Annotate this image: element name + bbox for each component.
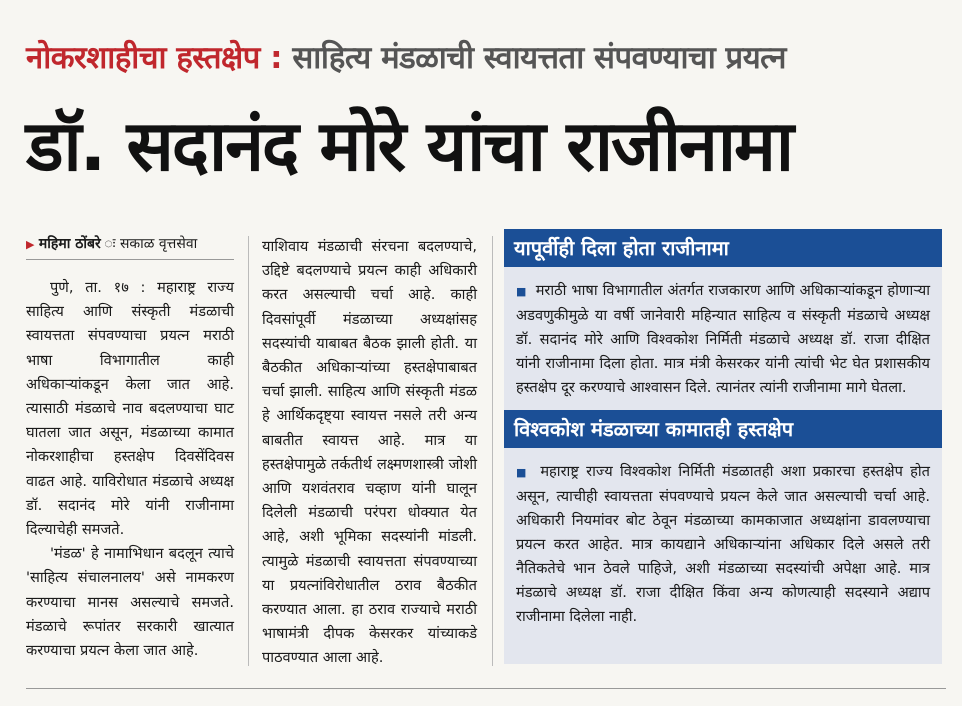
column-divider-2: [492, 236, 493, 666]
byline-arrow-icon: ▶: [26, 238, 35, 251]
box-heading-1: यापूर्वीही दिला होता राजीनामा: [504, 229, 942, 267]
kicker-line: [26, 36, 946, 78]
box-heading-2: विश्वकोश मंडळाच्या कामातही हस्तक्षेप: [504, 410, 942, 448]
box-text-1: मराठी भाषा विभागातील अंतर्गत राजकारण आणि अधिकाऱ्यांकडून होणाऱ्या अडवणुकीमुळे या वर्षी जानेवारी महिन्यात साहित्य व संस्कृती मंडळाचे अध्यक्ष डॉ. सदानंद मोरे आणि विश्वकोश निर्मिती मंडळाचे अध्यक्ष डॉ. राजा दीक्षित यांनी राजीनामा दिला होता. मात्र मंत्री केसरकर यांनी त्यांची भेट घेत प्रशासकीय हस्तक्षेप दूर करण्याचे आश्वासन दिले. त्यानंतर त्यांनी राजीनामा मागे घेतला.: [516, 282, 931, 396]
column1-paragraph-2: 'मंडळ' हे नामाभिधान बदलून त्याचे 'साहित्य संचालनालय' असे नामकरण करण्याचा मानस असल्याचे समजते. मंडळाचे रूपांतर सरकारी खात्यात करण्याचा प्रयत्न केला जात आहे.: [26, 545, 234, 660]
kicker-red: नोकरशाहीचा हस्तक्षेप :: [26, 40, 283, 76]
byline: [26, 232, 234, 260]
byline-author: महिमा ठोंबरे: [38, 236, 101, 252]
column1-paragraph-1: पुणे, ता. १७ : महाराष्ट्र राज्य साहित्य आणि संस्कृती मंडळाची स्वायत्तता संपवण्याचा प्रयत्न मराठी भाषा विभागातील काही अधिकाऱ्यांकडून केला जात आहे. त्यासाठी मंडळाचे नाव बदलण्याचा घाट घातला जात असून, मंडळाच्या कामात नोकरशाहीचा हस्तक्षेप दिवसेंदिवस वाढत आहे. याविरोधात मंडळाचे अध्यक्ष डॉ. सदानंद मोरे यांनी राजीनामा दिल्याचेही समजते.: [26, 279, 234, 539]
square-bullet-icon: ■: [516, 466, 530, 479]
headline: डॉ. सदानंद मोरे यांचा राजीनामा: [26, 105, 793, 187]
byline-source: सकाळ वृत्तसेवा: [119, 236, 198, 252]
column2-paragraph-1: याशिवाय मंडळाची संरचना बदलण्याचे, उद्दिष्टे बदलण्याचे प्रयत्न काही अधिकारी करत असल्याची चर्चा आहे. काही दिवसांपूर्वी मंडळाच्या अध्यक्षांसह सदस्यांची याबाबत बैठक झाली होती. या बैठकीत अधिकाऱ्यांच्या हस्तक्षेपाबाबत चर्चा झाली. साहित्य आणि संस्कृती मंडळ हे आर्थिकदृष्ट्या स्वायत्त नसले तरी अन्य बाबतीत स्वायत्त आहे. मात्र या हस्तक्षेपामुळे तर्कतीर्थ लक्ष्मणशास्त्री जोशी आणि यशवंतराव चव्हाण यांनी घालून दिलेली मंडळाची परंपरा धोक्यात येत आहे, अशी भूमिका सदस्यांनी मांडली. त्यामुळे मंडळाची स्वायत्तता संपवण्याच्या या प्रयत्नांविरोधातील ठराव बैठकीत करण्यात आला. हा ठराव राज्याचे मराठी भाषामंत्री दीपक केसरकर यांच्याकडे पाठवण्यात आला आहे.: [262, 238, 477, 667]
square-bullet-icon: ■: [516, 285, 527, 298]
box-text-2: महाराष्ट्र राज्य विश्वकोश निर्मिती मंडळातही अशा प्रकारचा हस्तक्षेप होत असून, त्याचीही स्वायत्तता संपवण्याचे प्रयत्न केले जात असल्याची चर्चा आहे. अधिकारी नियमांवर बोट ठेवून मंडळाच्या कामकाजात अध्यक्षांना डावलण्याचा प्रयत्न करत आहेत. मात्र कायद्याने अधिकाऱ्यांना अधिकार दिले असले तरी नैतिकतेचे भान ठेवले पाहिजे, अशी मंडळाच्या सदस्यांची अपेक्षा आहे. मात्र मंडळाचे अध्यक्ष डॉ. राजा दीक्षित किंवा अन्य कोणत्याही सदस्याने अद्याप राजीनामा दिलेला नाही.: [516, 463, 930, 625]
article-column-2: [262, 235, 477, 671]
column-divider-1: [248, 236, 249, 666]
box-text-2-container: [504, 448, 942, 639]
byline-separator: ः: [115, 236, 120, 252]
sidebar-box: [504, 229, 942, 664]
box-text-1-container: [504, 267, 942, 410]
article-column-1: [26, 232, 234, 663]
kicker-grey: साहित्य मंडळाची स्वायत्तता संपवण्याचा प्रयत्न: [292, 40, 786, 76]
bottom-rule: [26, 688, 946, 689]
